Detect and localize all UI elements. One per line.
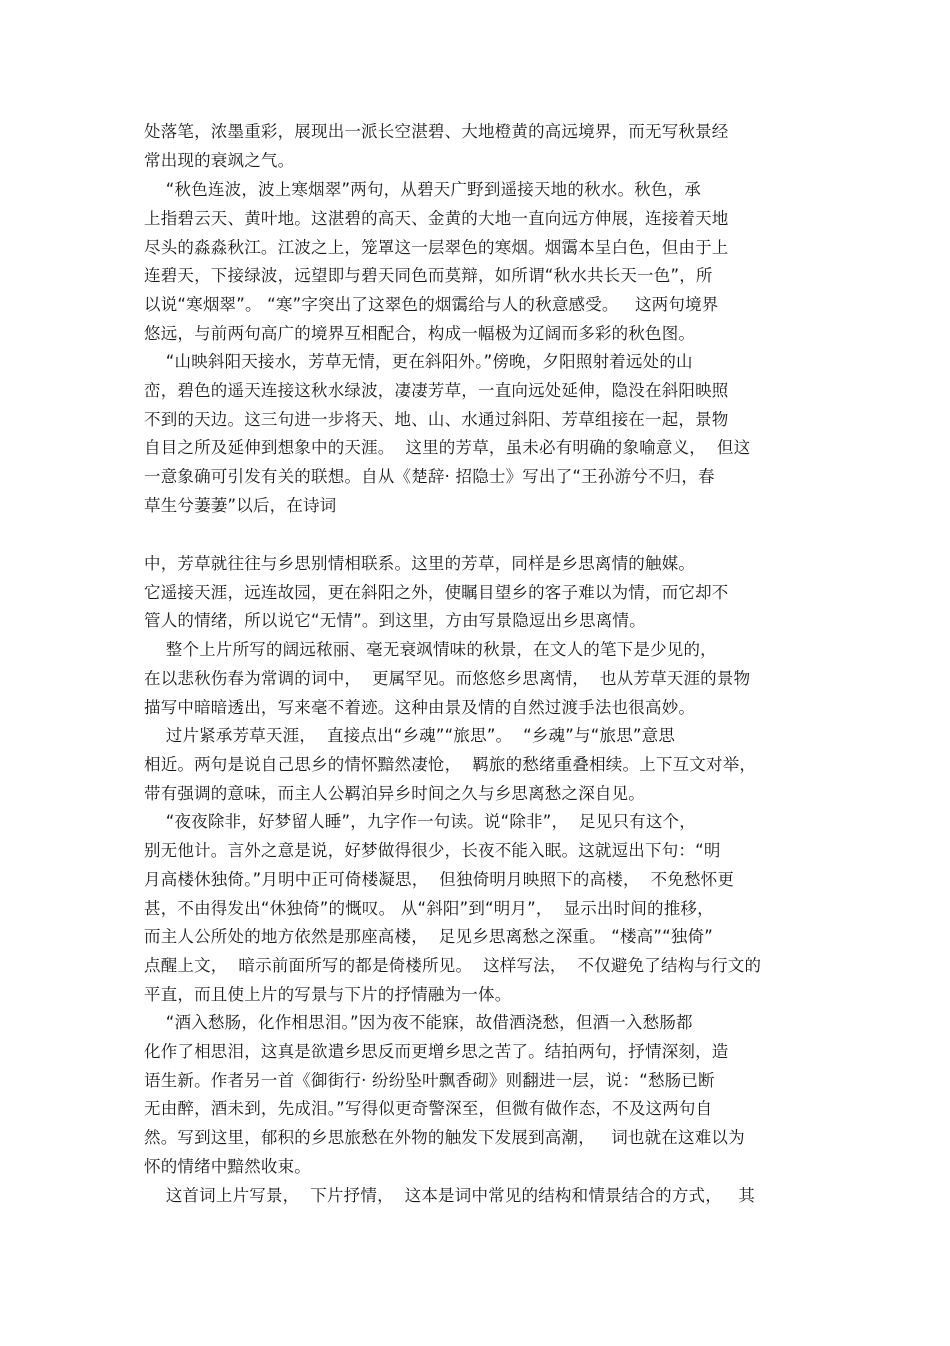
text-line: 点醒上文， 暗示前面所写的都是倚楼所见。 这样写法， 不仅避免了结构与行文的 (144, 956, 762, 975)
text-line: 一意象确可引发有关的联想。自从《楚辞· 招隐士》写出了“王孙游兮不归，春 (144, 467, 715, 486)
text-line: 悠远，与前两句高广的境界互相配合，构成一幅极为辽阔而多彩的秋色图。 (144, 324, 696, 343)
text-line: 处落笔，浓墨重彩，展现出一派长空湛碧、大地橙黄的高远境界，而无写秋景经 (144, 122, 729, 141)
text-line: 这首词上片写景， 下片抒情， 这本是词中常见的结构和情景结合的方式， 其 (144, 1186, 755, 1205)
text-line: 以说“寒烟翠”。 “寒”字突出了这翠色的烟霭给与人的秋意感受。 这两句境界 (144, 295, 719, 314)
text-line: 化作了相思泪，这真是欲遣乡思反而更增乡思之苦了。结拍两句，抒情深刻，造 (144, 1042, 729, 1061)
text-line: 描写中暗暗透出，写来毫不着迹。这种由景及情的自然过渡手法也很高妙。 (144, 698, 696, 717)
text-line: 过片紧承芳草天涯， 直接点出“乡魂”“旅思”。 “乡魂”与“旅思”意思 (144, 726, 676, 745)
text-line: 然。写到这里，郁积的乡思旅愁在外物的触发下发展到高潮， 词也就在这难以为 (144, 1128, 745, 1147)
text-line: 在以悲秋伤春为常调的词中， 更属罕见。而悠悠乡思离情， 也从芳草天涯的景物 (144, 669, 751, 688)
text-line: “秋色连波，波上寒烟翠”两句，从碧天广野到遥接天地的秋水。秋色，承 (144, 180, 701, 199)
text-line: 整个上片所写的阔远秾丽、毫无衰飒情味的秋景，在文人的笔下是少见的， (144, 640, 717, 659)
text-line: 无由醉，酒未到，先成泪。”写得似更奇警深至，但微有做作态，不及这两句自 (144, 1099, 713, 1118)
text-line: “山映斜阳天接水，芳草无情，更在斜阳外。”傍晚，夕阳照射着远处的山 (144, 352, 693, 371)
text-line: 怀的情绪中黯然收束。 (144, 1157, 311, 1176)
text-line: “夜夜除非，好梦留人睡”，九字作一句读。说“除非”， 足见只有这个， (144, 812, 696, 831)
text-line: “酒入愁肠，化作相思泪。”因为夜不能寐，故借酒浇愁，但酒一入愁肠都 (144, 1013, 693, 1032)
text-line: 尽头的淼淼秋江。江波之上，笼罩这一层翠色的寒烟。烟霭本呈白色，但由于上 (144, 238, 729, 257)
text-line: 语生新。作者另一首《御街行· 纷纷坠叶飘香砌》则翻进一层，说：“愁肠已断 (144, 1071, 715, 1090)
text-line: 它遥接天涯，远连故园，更在斜阳之外，使瞩目望乡的客子难以为情，而它却不 (144, 583, 729, 602)
text-line: 峦，碧色的遥天连接这秋水绿波，凄凄芳草，一直向远处延伸，隐没在斜阳映照 (144, 381, 729, 400)
text-line: 平直，而且使上片的写景与下片的抒情融为一体。 (144, 985, 512, 1004)
text-line: 相近。两句是说自己思乡的情怀黯然凄怆， 羁旅的愁绪重叠相续。上下互文对举， (144, 755, 757, 774)
text-line: 别无他计。言外之意是说，好梦做得很少，长夜不能入眠。这就逗出下句：“明 (144, 841, 721, 860)
text-line: 带有强调的意味，而主人公羁泊异乡时间之久与乡思离愁之深自见。 (144, 784, 645, 803)
text-line: 草生兮萋萋”以后，在诗词 (144, 496, 337, 515)
text-line: 自目之所及延伸到想象中的天涯。 这里的芳草，虽未必有明确的象喻意义， 但这 (144, 438, 751, 457)
text-line: 上指碧云天、黄叶地。这湛碧的高天、金黄的大地一直向远方伸展，连接着天地 (144, 209, 729, 228)
text-line: 中，芳草就往往与乡思别情相联系。这里的芳草，同样是乡思离情的触媒。 (144, 554, 696, 573)
text-line: 月高楼休独倚。”月明中正可倚楼凝思， 但独倚明月映照下的高楼， 不免愁怀更 (144, 870, 735, 889)
text-line: 不到的天边。这三句进一步将天、地、山、水通过斜阳、芳草组接在一起，景物 (144, 410, 729, 429)
text-line: 甚，不由得发出“休独倚”的慨叹。 从“斜阳”到“明月”， 显示出时间的推移， (144, 899, 714, 918)
text-line: 管人的情绪，所以说它“无情”。到这里，方由写景隐逗出乡思离情。 (144, 611, 646, 630)
text-line: 连碧天，下接绿波，远望即与碧天同色而莫辩，如所谓“秋水共长天一色”，所 (144, 266, 713, 285)
text-line: 而主人公所处的地方依然是那座高楼， 足见乡思离愁之深重。 “楼高”“独倚” (144, 927, 714, 946)
text-line: 常出现的衰飒之气。 (144, 151, 295, 170)
